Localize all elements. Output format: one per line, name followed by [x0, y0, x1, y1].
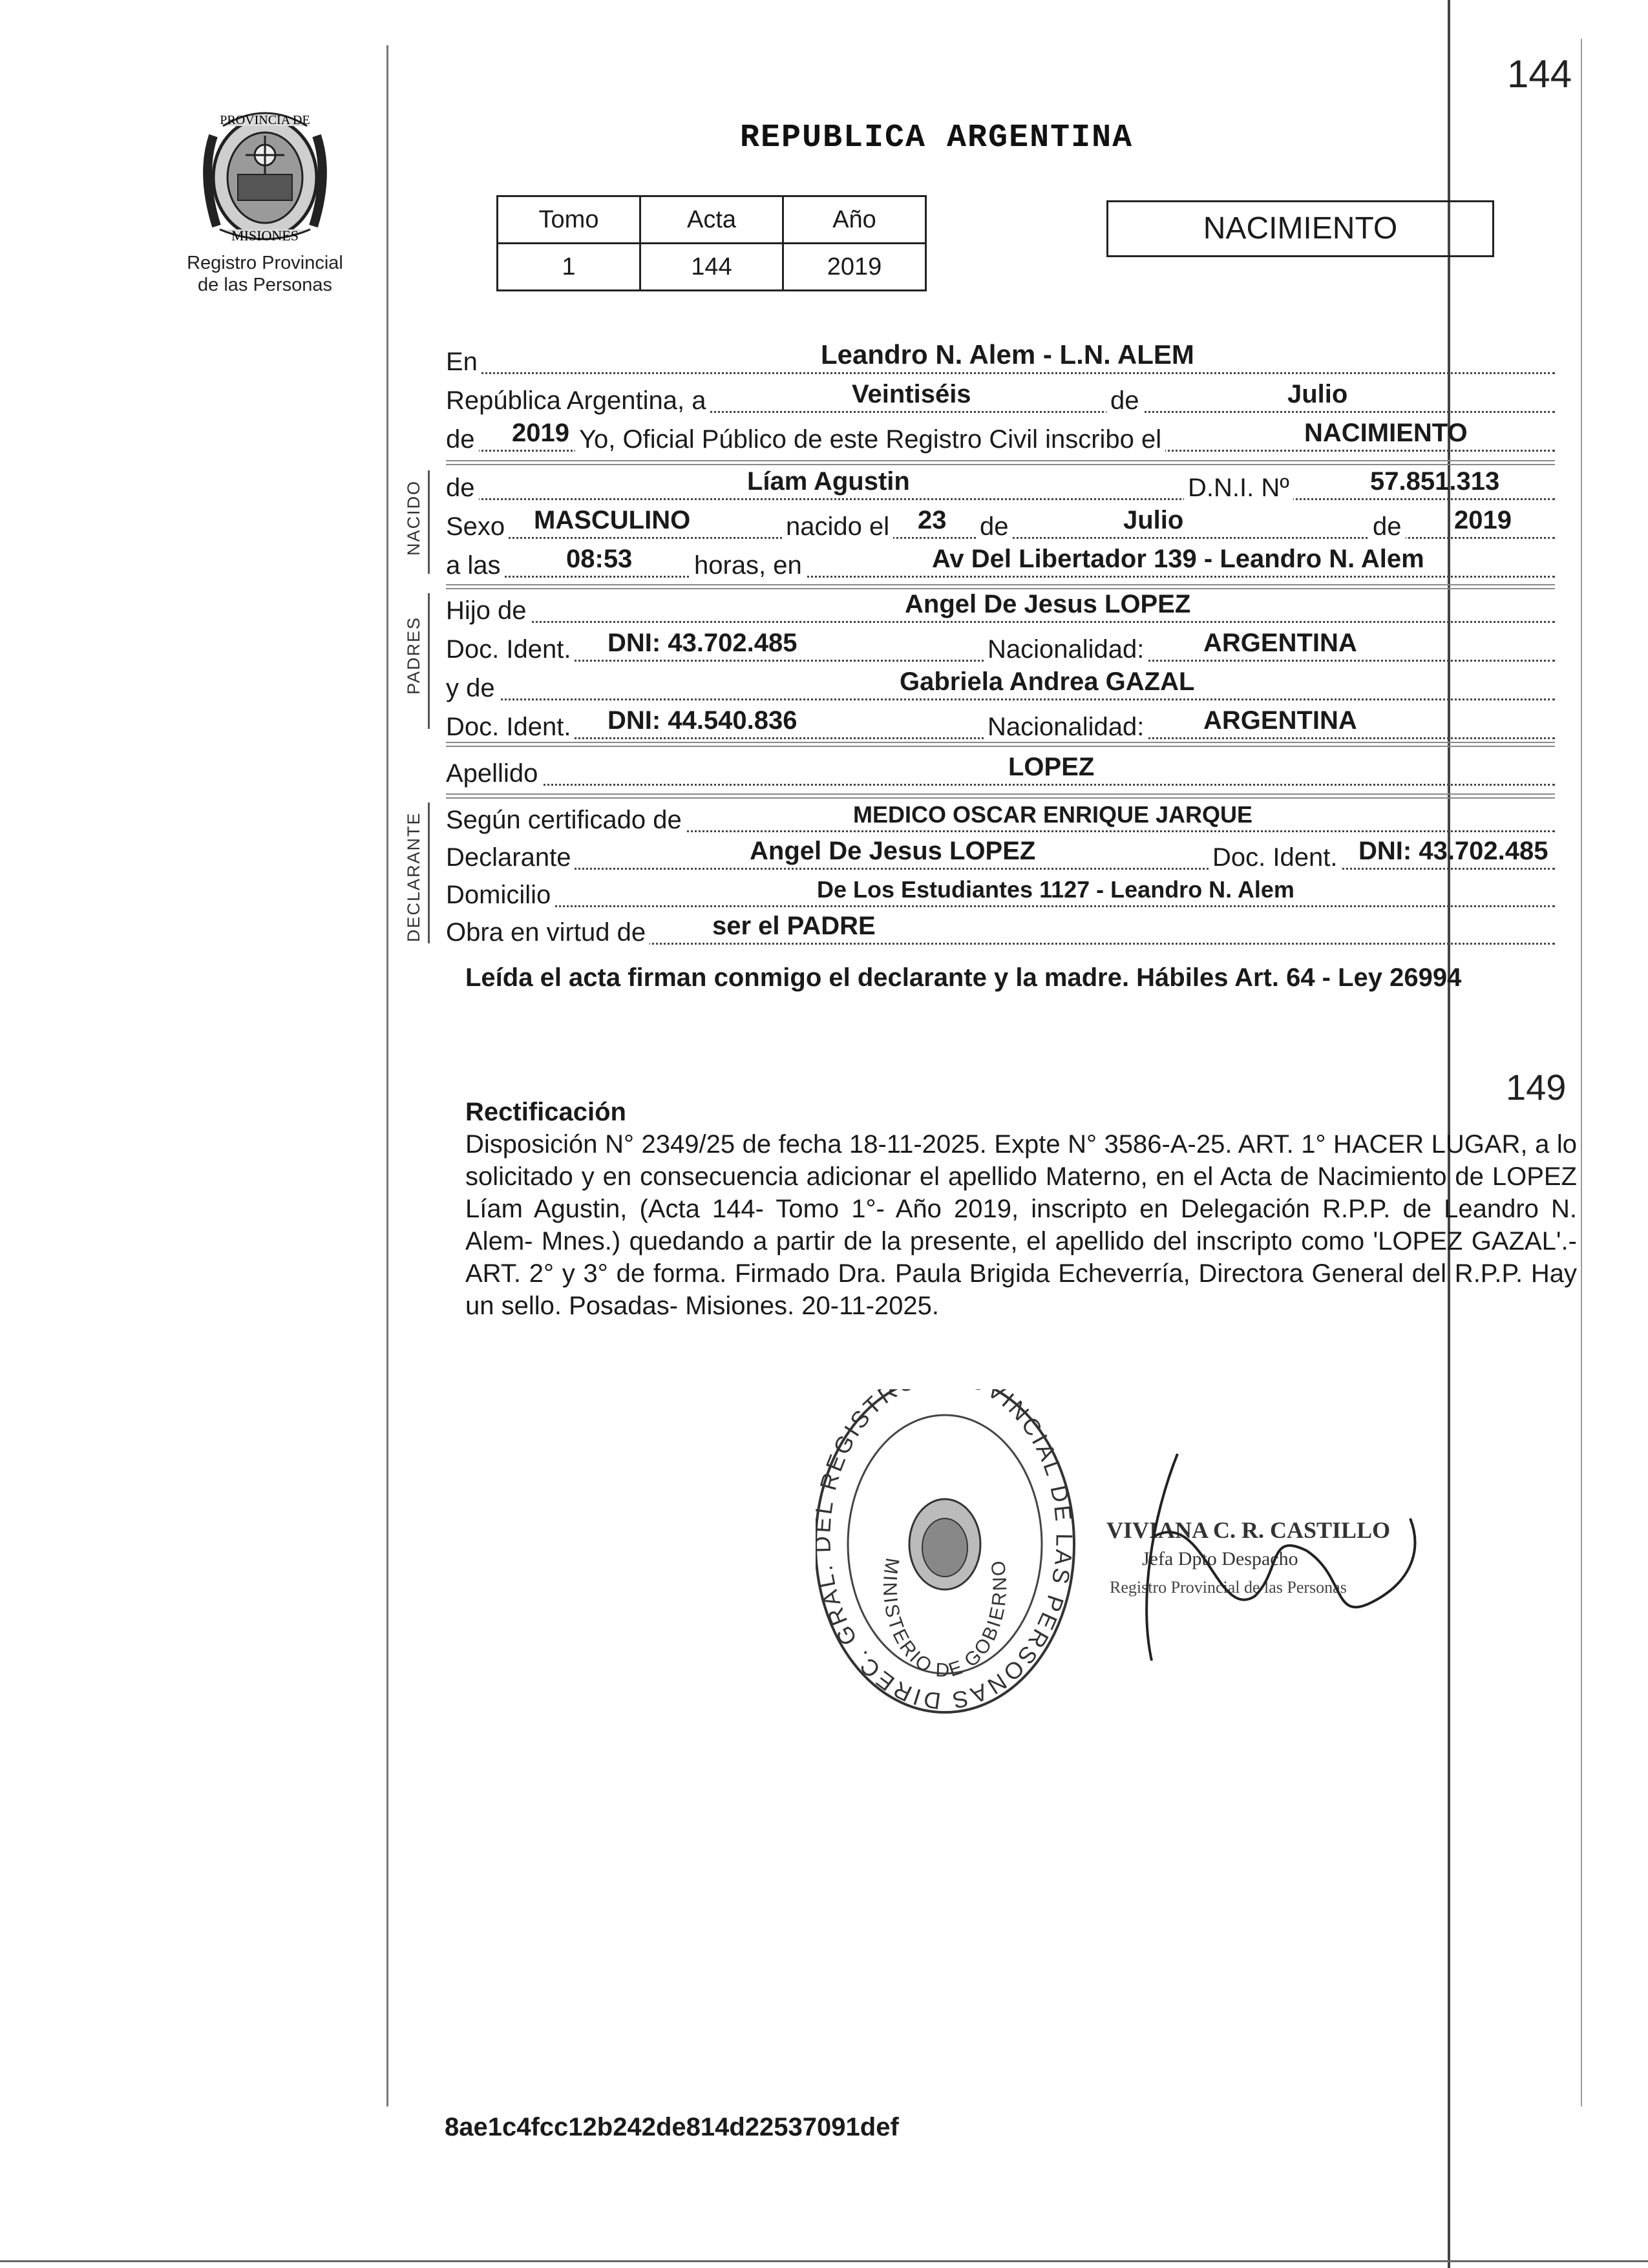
right-edge-line: [1581, 39, 1582, 2106]
row-madre-doc: [446, 706, 1555, 743]
logo-top-text: PROVINCIA DE: [220, 113, 310, 127]
label-sexo: Sexo: [446, 512, 509, 541]
row-padre: [446, 590, 1555, 627]
label-obra: Obra en virtud de: [446, 918, 650, 947]
bracket-nacido: [428, 470, 434, 574]
label-de-mes: de: [1106, 386, 1143, 415]
signer-org: Registro Provincial de las Personas: [1110, 1578, 1347, 1597]
label-hijo-de: Hijo de: [446, 596, 531, 625]
value-anio: 2019: [783, 244, 926, 291]
label-doc-ident-padre: Doc. Ident.: [446, 635, 575, 664]
row-hora: [446, 545, 1555, 582]
value-acta: 144: [640, 244, 783, 291]
value-localidad: Leandro N. Alem - L.N. ALEM: [821, 339, 1194, 370]
label-domicilio: Domicilio: [446, 881, 555, 910]
page-number-top: 144: [1507, 52, 1572, 96]
label-de-anio-nac: de: [1369, 512, 1406, 541]
header-acta: Acta: [640, 196, 783, 244]
row-sexo: [446, 506, 1555, 543]
province-seal-icon: [187, 97, 343, 252]
value-madre-nac: ARGENTINA: [1203, 706, 1357, 735]
label-horas-en: horas, en: [690, 551, 806, 580]
label-de-mes-nac: de: [976, 512, 1013, 541]
label-en: En: [446, 348, 481, 377]
value-padre-doc: DNI: 43.702.485: [607, 629, 798, 657]
label-doc-ident-declarante: Doc. Ident.: [1209, 843, 1341, 872]
section-label-declarante: DECLARANTE: [404, 812, 423, 942]
label-dni: D.N.I. Nº: [1184, 474, 1293, 503]
value-declarante: Angel De Jesus LOPEZ: [750, 837, 1036, 865]
label-de-nombre: de: [446, 474, 479, 503]
row-certificado: [446, 801, 1555, 836]
value-domicilio: De Los Estudiantes 1127 - Leandro N. Alem: [817, 876, 1294, 903]
label-doc-ident-madre: Doc. Ident.: [446, 713, 575, 742]
row-madre: [446, 667, 1555, 704]
page-number-mid: 149: [1506, 1067, 1567, 1108]
label-declarante: Declarante: [446, 843, 575, 872]
rectificacion-title: Rectificación: [465, 1098, 626, 1126]
value-padre-nac: ARGENTINA: [1203, 629, 1357, 657]
value-hora: 08:53: [566, 545, 633, 573]
logo-bottom-text: MISIONES: [231, 227, 299, 244]
value-anio-nac: 2019: [1454, 506, 1512, 534]
label-apellido: Apellido: [446, 759, 542, 788]
value-mes-nac: Julio: [1123, 506, 1184, 534]
label-y-de: y de: [446, 674, 499, 703]
rectificacion-block: [465, 1096, 1577, 1322]
separator-1: [446, 460, 1555, 465]
section-label-nacido: NACIDO: [404, 479, 423, 556]
document-hash: 8ae1c4fcc12b242de814d22537091def: [445, 2113, 899, 2141]
value-declarante-doc: DNI: 43.702.485: [1358, 837, 1548, 865]
value-padre: Angel De Jesus LOPEZ: [905, 590, 1191, 618]
label-republica: República Argentina, a: [446, 386, 710, 415]
value-apellido: LOPEZ: [1008, 753, 1095, 781]
label-nacido-el: nacido el: [782, 512, 893, 541]
row-apellido: [446, 753, 1555, 790]
bracket-declarante: [428, 803, 434, 943]
header-anio: Año: [783, 196, 926, 244]
row-obra: [446, 912, 1555, 949]
value-dni: 57.851.313: [1370, 467, 1500, 496]
value-lugar: Av Del Libertador 139 - Leandro N. Alem: [932, 545, 1424, 573]
value-mes: Julio: [1287, 380, 1348, 408]
stamp-inner-text: MINISTERIO DE GOBIERNO: [878, 1556, 1011, 1682]
row-padre-doc: [446, 629, 1555, 666]
row-domicilio: [446, 876, 1555, 911]
label-nacionalidad-padre: Nacionalidad:: [984, 635, 1148, 664]
separator-2: [446, 584, 1555, 589]
separator-4: [446, 793, 1555, 799]
table-value-row: [498, 244, 926, 291]
label-de-anio: de: [446, 425, 479, 454]
left-margin-line: [386, 45, 388, 2106]
stamp-seal-graphic: [816, 1389, 1462, 1725]
signer-role: Jefa Dpto Despacho: [1142, 1548, 1298, 1570]
value-anio: 2019: [512, 419, 569, 447]
value-madre: Gabriela Andrea GAZAL: [900, 667, 1195, 696]
value-obra: ser el PADRE: [712, 912, 876, 940]
stamp-ring-text: DIREC. GRA REGISTR VINCIAL DE LAS PERSONAS: [816, 1389, 1078, 1715]
bracket-padres: [428, 593, 434, 729]
row-declarante: [446, 837, 1555, 874]
value-tomo: 1: [498, 244, 640, 291]
document-title: REPUBLICA ARGENTINA: [740, 120, 1134, 156]
official-stamp: [816, 1389, 1462, 1728]
signer-name: VIVIANA C. R. CASTILLO: [1106, 1517, 1391, 1543]
label-segun: Según certificado de: [446, 806, 686, 835]
row-fecha: [446, 380, 1555, 417]
leida-statement: Leída el acta firman conmigo el declarante y la madre. Hábiles Art. 64 - Ley 26994: [465, 963, 1462, 992]
bottom-edge-line: [0, 2260, 1648, 2262]
header-tomo: Tomo: [498, 196, 640, 244]
separator-3: [446, 742, 1555, 747]
row-inscripcion: [446, 419, 1555, 456]
section-label-padres: PADRES: [404, 616, 423, 695]
table-header-row: [498, 196, 926, 244]
label-a-las: a las: [446, 551, 505, 580]
value-tipo: NACIMIENTO: [1304, 419, 1468, 447]
tomo-acta-anio-table: [496, 195, 927, 291]
value-madre-doc: DNI: 44.540.836: [607, 706, 798, 735]
row-nombre: [446, 467, 1555, 504]
value-dia-nac: 23: [918, 506, 947, 534]
registry-logo: [168, 97, 362, 296]
registry-name-line2: de las Personas: [198, 275, 332, 295]
rectificacion-body: Disposición N° 2349/25 de fecha 18-11-2025. Expte N° 3586-A-25. ART. 1° HACER LUGAR, a lo solicitado y en consecuencia adicionar el apellido Materno, en el Acta de Nacimiento de LOPEZ Líam Agustin, (Acta 144- Tomo 1°- Año 2019, inscripto en Delegación R.P.P. de Leandro N. Alem- Mnes.) quedando a partir de la presente, el apellido del inscripto como 'LOPEZ GAZAL'.- ART. 2° y 3° de forma. Firmado Dra. Paula Brigida Echeverría, Directora General del R.P.P. Hay un sello. Posadas- Misiones. 20-11-2025.: [465, 1130, 1577, 1320]
value-sexo: MASCULINO: [534, 506, 691, 534]
value-dia-letras: Veintiséis: [852, 380, 971, 408]
value-nombre: Líam Agustin: [747, 467, 910, 496]
label-nacionalidad-madre: Nacionalidad:: [984, 713, 1148, 742]
acta-type-box: NACIMIENTO: [1106, 200, 1494, 257]
row-localidad: [446, 339, 1555, 378]
label-yo: Yo, Oficial Público de este Registro Civil inscribo el: [575, 425, 1165, 454]
registry-name-line1: Registro Provincial: [187, 253, 343, 273]
value-certificado: MEDICO OSCAR ENRIQUE JARQUE: [853, 801, 1253, 828]
